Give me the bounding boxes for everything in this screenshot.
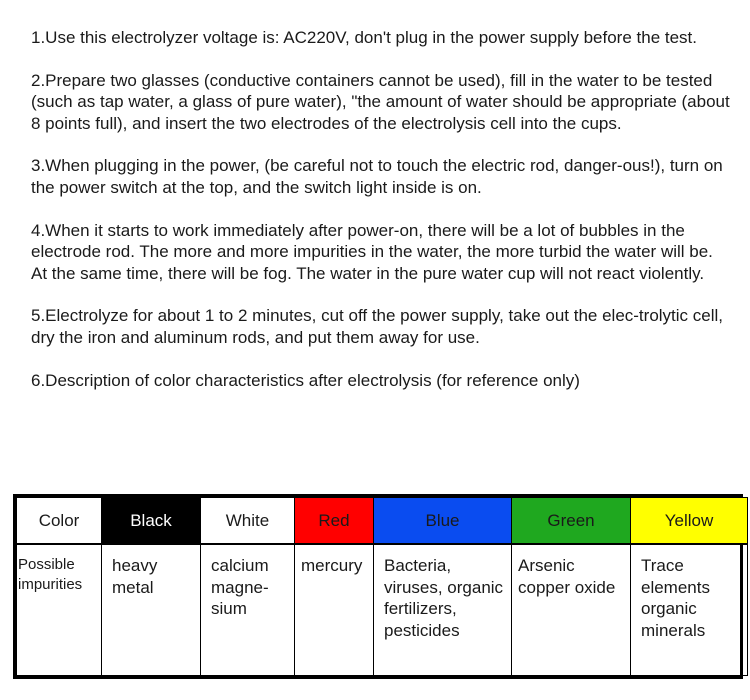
impurity-yellow: Trace elements organic minerals (631, 544, 748, 676)
impurity-blue: Bacteria, viruses, organic fertilizers, pesticides (374, 544, 512, 676)
color-cell-black: Black (102, 498, 201, 545)
step-1: 1.Use this electrolyzer voltage is: AC220V, don't plug in the power supply before the test. (31, 28, 698, 47)
impurity-row-label: Possible impurities (17, 544, 102, 676)
color-row (17, 498, 748, 545)
color-cell-red: Red (295, 498, 374, 545)
step-4: 4.When it starts to work immediately after power-on, there will be a lot of bubbles in the electrode rod. The more and more impurities in the water, the more turbid the water will be. At the same time, there will be fog. The water in the pure water cup will not react violently. (31, 220, 713, 283)
instructions (31, 27, 731, 412)
color-cell-yellow: Yellow (631, 498, 748, 545)
impurity-white: calcium magne-sium (201, 544, 295, 676)
color-impurity-table (13, 494, 743, 679)
impurity-black: heavy metal (102, 544, 201, 676)
step-6: 6.Description of color characteristics after electrolysis (for reference only) (31, 370, 580, 390)
step-2: 2.Prepare two glasses (conductive containers cannot be used), fill in the water to be tested (such as tap water, a glass of pure water), "the amount of water should be appropriate (about 8 points full), and insert the two electrodes of the electrolysis cell into the cups. (31, 70, 730, 133)
impurity-row (17, 544, 748, 676)
impurity-red: mercury (295, 544, 374, 676)
step-3: 3.When plugging in the power, (be careful not to touch the electric rod, danger-ous!), turn on the power switch at the top, and the switch light inside is on. (31, 156, 723, 197)
color-cell-green: Green (512, 498, 631, 545)
step-5: 5.Electrolyze for about 1 to 2 minutes, cut off the power supply, take out the elec-trolytic cell, dry the iron and aluminum rods, and put them away for use. (31, 306, 724, 347)
color-header-label: Color (17, 498, 102, 545)
impurity-green: Arsenic copper oxide (512, 544, 631, 676)
color-cell-blue: Blue (374, 498, 512, 545)
color-cell-white: White (201, 498, 295, 545)
